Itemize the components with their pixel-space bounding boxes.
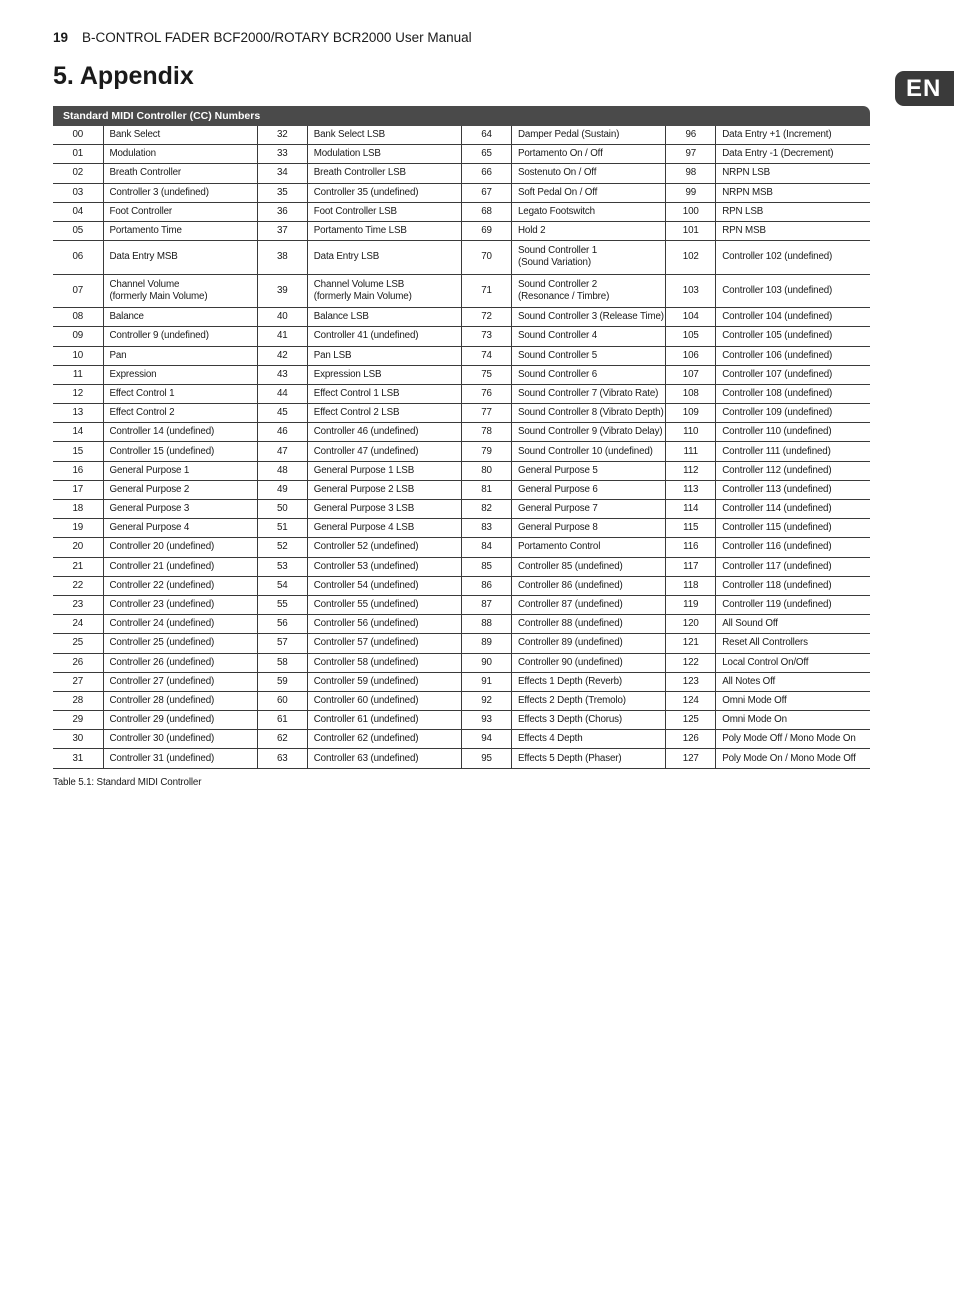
cc-number: 51 xyxy=(257,519,307,538)
cc-function: Controller 14 (undefined) xyxy=(103,423,257,442)
cc-number: 105 xyxy=(666,327,716,346)
cc-number: 63 xyxy=(257,749,307,768)
cc-function: Controller 28 (undefined) xyxy=(103,691,257,710)
midi-controller-table xyxy=(53,126,870,769)
cc-function: General Purpose 3 xyxy=(103,500,257,519)
cc-number: 55 xyxy=(257,595,307,614)
cc-function: Controller 102 (undefined) xyxy=(716,241,870,275)
cc-number: 119 xyxy=(666,595,716,614)
cc-function: Bank Select LSB xyxy=(307,126,461,145)
cc-number: 05 xyxy=(53,221,103,240)
cc-function: Controller 23 (undefined) xyxy=(103,595,257,614)
cc-function: NRPN LSB xyxy=(716,164,870,183)
cc-function: General Purpose 3 LSB xyxy=(307,500,461,519)
cc-function: Omni Mode Off xyxy=(716,691,870,710)
cc-number: 39 xyxy=(257,274,307,308)
cc-number: 67 xyxy=(462,183,512,202)
cc-number: 40 xyxy=(257,308,307,327)
table-row xyxy=(53,711,870,730)
cc-number: 59 xyxy=(257,672,307,691)
cc-function: Effect Control 1 LSB xyxy=(307,384,461,403)
table-row xyxy=(53,346,870,365)
cc-function: Expression xyxy=(103,365,257,384)
table-row xyxy=(53,615,870,634)
cc-function: Balance LSB xyxy=(307,308,461,327)
cc-number: 36 xyxy=(257,202,307,221)
cc-number: 32 xyxy=(257,126,307,145)
cc-number: 16 xyxy=(53,461,103,480)
cc-function: General Purpose 2 xyxy=(103,480,257,499)
cc-number: 111 xyxy=(666,442,716,461)
cc-function: Sound Controller 4 xyxy=(512,327,666,346)
cc-function: Effects 4 Depth xyxy=(512,730,666,749)
cc-function: Reset All Controllers xyxy=(716,634,870,653)
cc-function: Controller 109 (undefined) xyxy=(716,404,870,423)
cc-function: Effects 3 Depth (Chorus) xyxy=(512,711,666,730)
cc-function: General Purpose 7 xyxy=(512,500,666,519)
cc-function: All Sound Off xyxy=(716,615,870,634)
cc-number: 103 xyxy=(666,274,716,308)
cc-function: Controller 86 (undefined) xyxy=(512,576,666,595)
cc-number: 22 xyxy=(53,576,103,595)
cc-function: General Purpose 8 xyxy=(512,519,666,538)
cc-number: 68 xyxy=(462,202,512,221)
table-row xyxy=(53,126,870,145)
cc-function: Hold 2 xyxy=(512,221,666,240)
cc-number: 34 xyxy=(257,164,307,183)
cc-function: Portamento Time LSB xyxy=(307,221,461,240)
cc-function: Controller 9 (undefined) xyxy=(103,327,257,346)
table-caption: Table 5.1: Standard MIDI Controller xyxy=(53,777,202,788)
cc-number: 04 xyxy=(53,202,103,221)
cc-number: 10 xyxy=(53,346,103,365)
cc-number: 90 xyxy=(462,653,512,672)
cc-function: RPN MSB xyxy=(716,221,870,240)
cc-function: Sound Controller 10 (undefined) xyxy=(512,442,666,461)
cc-number: 27 xyxy=(53,672,103,691)
cc-function: Effect Control 2 xyxy=(103,404,257,423)
cc-number: 106 xyxy=(666,346,716,365)
cc-number: 64 xyxy=(462,126,512,145)
cc-number: 21 xyxy=(53,557,103,576)
cc-function: General Purpose 1 xyxy=(103,461,257,480)
cc-function: Legato Footswitch xyxy=(512,202,666,221)
cc-number: 46 xyxy=(257,423,307,442)
cc-number: 07 xyxy=(53,274,103,308)
table-row xyxy=(53,442,870,461)
cc-number: 66 xyxy=(462,164,512,183)
table-row xyxy=(53,634,870,653)
table-row xyxy=(53,595,870,614)
cc-function: Pan xyxy=(103,346,257,365)
cc-number: 89 xyxy=(462,634,512,653)
table-row xyxy=(53,327,870,346)
cc-number: 29 xyxy=(53,711,103,730)
cc-function: All Notes Off xyxy=(716,672,870,691)
cc-function: Controller 104 (undefined) xyxy=(716,308,870,327)
table-row xyxy=(53,404,870,423)
cc-function: Controller 27 (undefined) xyxy=(103,672,257,691)
cc-function: Data Entry LSB xyxy=(307,241,461,275)
cc-function: Effect Control 1 xyxy=(103,384,257,403)
cc-number: 28 xyxy=(53,691,103,710)
cc-function: Controller 114 (undefined) xyxy=(716,500,870,519)
cc-function: Controller 103 (undefined) xyxy=(716,274,870,308)
table-row xyxy=(53,365,870,384)
cc-function: Modulation xyxy=(103,145,257,164)
cc-number: 81 xyxy=(462,480,512,499)
cc-function: Controller 26 (undefined) xyxy=(103,653,257,672)
cc-number: 94 xyxy=(462,730,512,749)
cc-function: Controller 55 (undefined) xyxy=(307,595,461,614)
cc-function: Controller 115 (undefined) xyxy=(716,519,870,538)
cc-function: Controller 113 (undefined) xyxy=(716,480,870,499)
cc-number: 33 xyxy=(257,145,307,164)
cc-number: 56 xyxy=(257,615,307,634)
cc-number: 124 xyxy=(666,691,716,710)
cc-function: Poly Mode Off / Mono Mode On xyxy=(716,730,870,749)
cc-number: 50 xyxy=(257,500,307,519)
cc-number: 47 xyxy=(257,442,307,461)
cc-number: 122 xyxy=(666,653,716,672)
cc-number: 101 xyxy=(666,221,716,240)
cc-number: 125 xyxy=(666,711,716,730)
cc-number: 38 xyxy=(257,241,307,275)
table-row xyxy=(53,241,870,275)
cc-function: Controller 107 (undefined) xyxy=(716,365,870,384)
cc-function: Controller 22 (undefined) xyxy=(103,576,257,595)
cc-function: Modulation LSB xyxy=(307,145,461,164)
cc-number: 14 xyxy=(53,423,103,442)
cc-function: Controller 52 (undefined) xyxy=(307,538,461,557)
table-row xyxy=(53,384,870,403)
cc-number: 100 xyxy=(666,202,716,221)
cc-number: 79 xyxy=(462,442,512,461)
cc-function: Soft Pedal On / Off xyxy=(512,183,666,202)
cc-function: Controller 116 (undefined) xyxy=(716,538,870,557)
cc-number: 54 xyxy=(257,576,307,595)
cc-function: Portamento Time xyxy=(103,221,257,240)
table-row xyxy=(53,423,870,442)
cc-number: 30 xyxy=(53,730,103,749)
cc-number: 77 xyxy=(462,404,512,423)
cc-function: Breath Controller LSB xyxy=(307,164,461,183)
cc-number: 24 xyxy=(53,615,103,634)
cc-function: Controller 41 (undefined) xyxy=(307,327,461,346)
cc-function: Controller 53 (undefined) xyxy=(307,557,461,576)
cc-number: 83 xyxy=(462,519,512,538)
cc-number: 13 xyxy=(53,404,103,423)
cc-function: Sound Controller 9 (Vibrato Delay) xyxy=(512,423,666,442)
cc-function: Bank Select xyxy=(103,126,257,145)
cc-number: 31 xyxy=(53,749,103,768)
table-row xyxy=(53,749,870,768)
cc-number: 09 xyxy=(53,327,103,346)
cc-function: Controller 15 (undefined) xyxy=(103,442,257,461)
cc-function: Controller 30 (undefined) xyxy=(103,730,257,749)
cc-number: 116 xyxy=(666,538,716,557)
cc-function: General Purpose 4 xyxy=(103,519,257,538)
cc-number: 44 xyxy=(257,384,307,403)
cc-number: 17 xyxy=(53,480,103,499)
cc-function: Controller 46 (undefined) xyxy=(307,423,461,442)
table-row xyxy=(53,576,870,595)
cc-function: Expression LSB xyxy=(307,365,461,384)
cc-function: Controller 90 (undefined) xyxy=(512,653,666,672)
cc-number: 109 xyxy=(666,404,716,423)
cc-number: 43 xyxy=(257,365,307,384)
cc-function: Controller 112 (undefined) xyxy=(716,461,870,480)
cc-number: 70 xyxy=(462,241,512,275)
cc-function: General Purpose 6 xyxy=(512,480,666,499)
cc-function: Data Entry +1 (Increment) xyxy=(716,126,870,145)
cc-function: General Purpose 1 LSB xyxy=(307,461,461,480)
cc-function: Controller 119 (undefined) xyxy=(716,595,870,614)
cc-number: 80 xyxy=(462,461,512,480)
table-body xyxy=(53,126,870,768)
cc-function: Sostenuto On / Off xyxy=(512,164,666,183)
cc-function: Pan LSB xyxy=(307,346,461,365)
cc-number: 110 xyxy=(666,423,716,442)
cc-number: 45 xyxy=(257,404,307,423)
cc-number: 107 xyxy=(666,365,716,384)
table-row xyxy=(53,557,870,576)
cc-function: Controller 88 (undefined) xyxy=(512,615,666,634)
cc-function: Sound Controller 8 (Vibrato Depth) xyxy=(512,404,666,423)
cc-function: Controller 31 (undefined) xyxy=(103,749,257,768)
cc-number: 42 xyxy=(257,346,307,365)
cc-function: Controller 117 (undefined) xyxy=(716,557,870,576)
cc-number: 84 xyxy=(462,538,512,557)
cc-number: 48 xyxy=(257,461,307,480)
cc-function: Foot Controller xyxy=(103,202,257,221)
cc-function: Omni Mode On xyxy=(716,711,870,730)
table-heading: Standard MIDI Controller (CC) Numbers xyxy=(53,106,870,126)
cc-number: 127 xyxy=(666,749,716,768)
cc-function: Channel Volume (formerly Main Volume) xyxy=(103,274,257,308)
cc-function: Effects 1 Depth (Reverb) xyxy=(512,672,666,691)
cc-number: 72 xyxy=(462,308,512,327)
cc-number: 26 xyxy=(53,653,103,672)
table-row xyxy=(53,653,870,672)
cc-function: Channel Volume LSB (formerly Main Volume) xyxy=(307,274,461,308)
cc-function: Controller 29 (undefined) xyxy=(103,711,257,730)
cc-number: 49 xyxy=(257,480,307,499)
table-row xyxy=(53,730,870,749)
cc-number: 18 xyxy=(53,500,103,519)
cc-number: 108 xyxy=(666,384,716,403)
cc-function: Controller 85 (undefined) xyxy=(512,557,666,576)
manual-title: B-CONTROL FADER BCF2000/ROTARY BCR2000 User Manual xyxy=(82,30,472,45)
cc-function: Sound Controller 7 (Vibrato Rate) xyxy=(512,384,666,403)
cc-function: Controller 24 (undefined) xyxy=(103,615,257,634)
cc-function: Sound Controller 3 (Release Time) xyxy=(512,308,666,327)
cc-number: 02 xyxy=(53,164,103,183)
cc-function: Data Entry -1 (Decrement) xyxy=(716,145,870,164)
cc-function: Controller 118 (undefined) xyxy=(716,576,870,595)
cc-number: 74 xyxy=(462,346,512,365)
cc-number: 112 xyxy=(666,461,716,480)
cc-number: 117 xyxy=(666,557,716,576)
table-row xyxy=(53,145,870,164)
cc-function: Controller 25 (undefined) xyxy=(103,634,257,653)
cc-number: 71 xyxy=(462,274,512,308)
cc-number: 92 xyxy=(462,691,512,710)
page-number: 19 xyxy=(53,30,69,45)
cc-number: 88 xyxy=(462,615,512,634)
cc-number: 23 xyxy=(53,595,103,614)
cc-number: 76 xyxy=(462,384,512,403)
cc-function: Controller 105 (undefined) xyxy=(716,327,870,346)
cc-number: 73 xyxy=(462,327,512,346)
cc-number: 86 xyxy=(462,576,512,595)
cc-function: Balance xyxy=(103,308,257,327)
cc-function: Controller 21 (undefined) xyxy=(103,557,257,576)
cc-number: 60 xyxy=(257,691,307,710)
page-header xyxy=(53,30,472,45)
cc-function: Controller 87 (undefined) xyxy=(512,595,666,614)
cc-function: Controller 20 (undefined) xyxy=(103,538,257,557)
cc-number: 19 xyxy=(53,519,103,538)
cc-function: Controller 59 (undefined) xyxy=(307,672,461,691)
cc-number: 57 xyxy=(257,634,307,653)
cc-function: Effects 2 Depth (Tremolo) xyxy=(512,691,666,710)
cc-number: 97 xyxy=(666,145,716,164)
cc-number: 53 xyxy=(257,557,307,576)
cc-function: General Purpose 2 LSB xyxy=(307,480,461,499)
cc-number: 65 xyxy=(462,145,512,164)
table-row xyxy=(53,308,870,327)
cc-number: 114 xyxy=(666,500,716,519)
cc-number: 104 xyxy=(666,308,716,327)
cc-number: 25 xyxy=(53,634,103,653)
table-row xyxy=(53,221,870,240)
cc-function: Controller 63 (undefined) xyxy=(307,749,461,768)
cc-number: 00 xyxy=(53,126,103,145)
cc-function: Sound Controller 6 xyxy=(512,365,666,384)
cc-number: 126 xyxy=(666,730,716,749)
cc-function: General Purpose 4 LSB xyxy=(307,519,461,538)
cc-function: Controller 57 (undefined) xyxy=(307,634,461,653)
cc-function: Controller 35 (undefined) xyxy=(307,183,461,202)
cc-number: 75 xyxy=(462,365,512,384)
cc-function: Controller 62 (undefined) xyxy=(307,730,461,749)
cc-function: Controller 60 (undefined) xyxy=(307,691,461,710)
cc-function: Foot Controller LSB xyxy=(307,202,461,221)
table-row xyxy=(53,480,870,499)
cc-number: 01 xyxy=(53,145,103,164)
cc-number: 12 xyxy=(53,384,103,403)
cc-number: 120 xyxy=(666,615,716,634)
cc-number: 37 xyxy=(257,221,307,240)
table-row xyxy=(53,202,870,221)
cc-function: Sound Controller 1 (Sound Variation) xyxy=(512,241,666,275)
cc-number: 113 xyxy=(666,480,716,499)
cc-number: 82 xyxy=(462,500,512,519)
cc-function: Portamento Control xyxy=(512,538,666,557)
cc-function: Local Control On/Off xyxy=(716,653,870,672)
cc-number: 98 xyxy=(666,164,716,183)
cc-number: 93 xyxy=(462,711,512,730)
cc-number: 115 xyxy=(666,519,716,538)
cc-function: Sound Controller 5 xyxy=(512,346,666,365)
table-row xyxy=(53,164,870,183)
cc-number: 35 xyxy=(257,183,307,202)
cc-number: 69 xyxy=(462,221,512,240)
cc-number: 20 xyxy=(53,538,103,557)
table-row xyxy=(53,500,870,519)
cc-number: 85 xyxy=(462,557,512,576)
cc-number: 123 xyxy=(666,672,716,691)
cc-function: Sound Controller 2 (Resonance / Timbre) xyxy=(512,274,666,308)
table-row xyxy=(53,519,870,538)
cc-number: 58 xyxy=(257,653,307,672)
cc-number: 118 xyxy=(666,576,716,595)
table-row xyxy=(53,274,870,308)
cc-number: 102 xyxy=(666,241,716,275)
cc-number: 62 xyxy=(257,730,307,749)
cc-function: NRPN MSB xyxy=(716,183,870,202)
cc-function: Damper Pedal (Sustain) xyxy=(512,126,666,145)
cc-function: Controller 110 (undefined) xyxy=(716,423,870,442)
cc-function: Controller 106 (undefined) xyxy=(716,346,870,365)
cc-number: 87 xyxy=(462,595,512,614)
cc-function: Poly Mode On / Mono Mode Off xyxy=(716,749,870,768)
cc-number: 61 xyxy=(257,711,307,730)
language-tab: EN xyxy=(895,71,954,106)
cc-number: 06 xyxy=(53,241,103,275)
section-title: 5. Appendix xyxy=(53,62,194,90)
cc-number: 96 xyxy=(666,126,716,145)
cc-function: Controller 56 (undefined) xyxy=(307,615,461,634)
cc-number: 99 xyxy=(666,183,716,202)
cc-number: 78 xyxy=(462,423,512,442)
cc-function: Data Entry MSB xyxy=(103,241,257,275)
cc-function: Controller 108 (undefined) xyxy=(716,384,870,403)
cc-function: Controller 3 (undefined) xyxy=(103,183,257,202)
table-row xyxy=(53,672,870,691)
cc-function: Portamento On / Off xyxy=(512,145,666,164)
table-row xyxy=(53,538,870,557)
cc-function: Effect Control 2 LSB xyxy=(307,404,461,423)
cc-function: Breath Controller xyxy=(103,164,257,183)
cc-function: Controller 47 (undefined) xyxy=(307,442,461,461)
cc-number: 03 xyxy=(53,183,103,202)
cc-function: Controller 54 (undefined) xyxy=(307,576,461,595)
cc-number: 41 xyxy=(257,327,307,346)
cc-number: 52 xyxy=(257,538,307,557)
table-row xyxy=(53,183,870,202)
cc-function: Controller 58 (undefined) xyxy=(307,653,461,672)
cc-number: 91 xyxy=(462,672,512,691)
table-row xyxy=(53,691,870,710)
cc-number: 08 xyxy=(53,308,103,327)
cc-function: Effects 5 Depth (Phaser) xyxy=(512,749,666,768)
cc-number: 15 xyxy=(53,442,103,461)
cc-function: General Purpose 5 xyxy=(512,461,666,480)
cc-function: RPN LSB xyxy=(716,202,870,221)
cc-function: Controller 61 (undefined) xyxy=(307,711,461,730)
cc-function: Controller 111 (undefined) xyxy=(716,442,870,461)
cc-function: Controller 89 (undefined) xyxy=(512,634,666,653)
cc-number: 121 xyxy=(666,634,716,653)
cc-number: 95 xyxy=(462,749,512,768)
table-row xyxy=(53,461,870,480)
cc-number: 11 xyxy=(53,365,103,384)
